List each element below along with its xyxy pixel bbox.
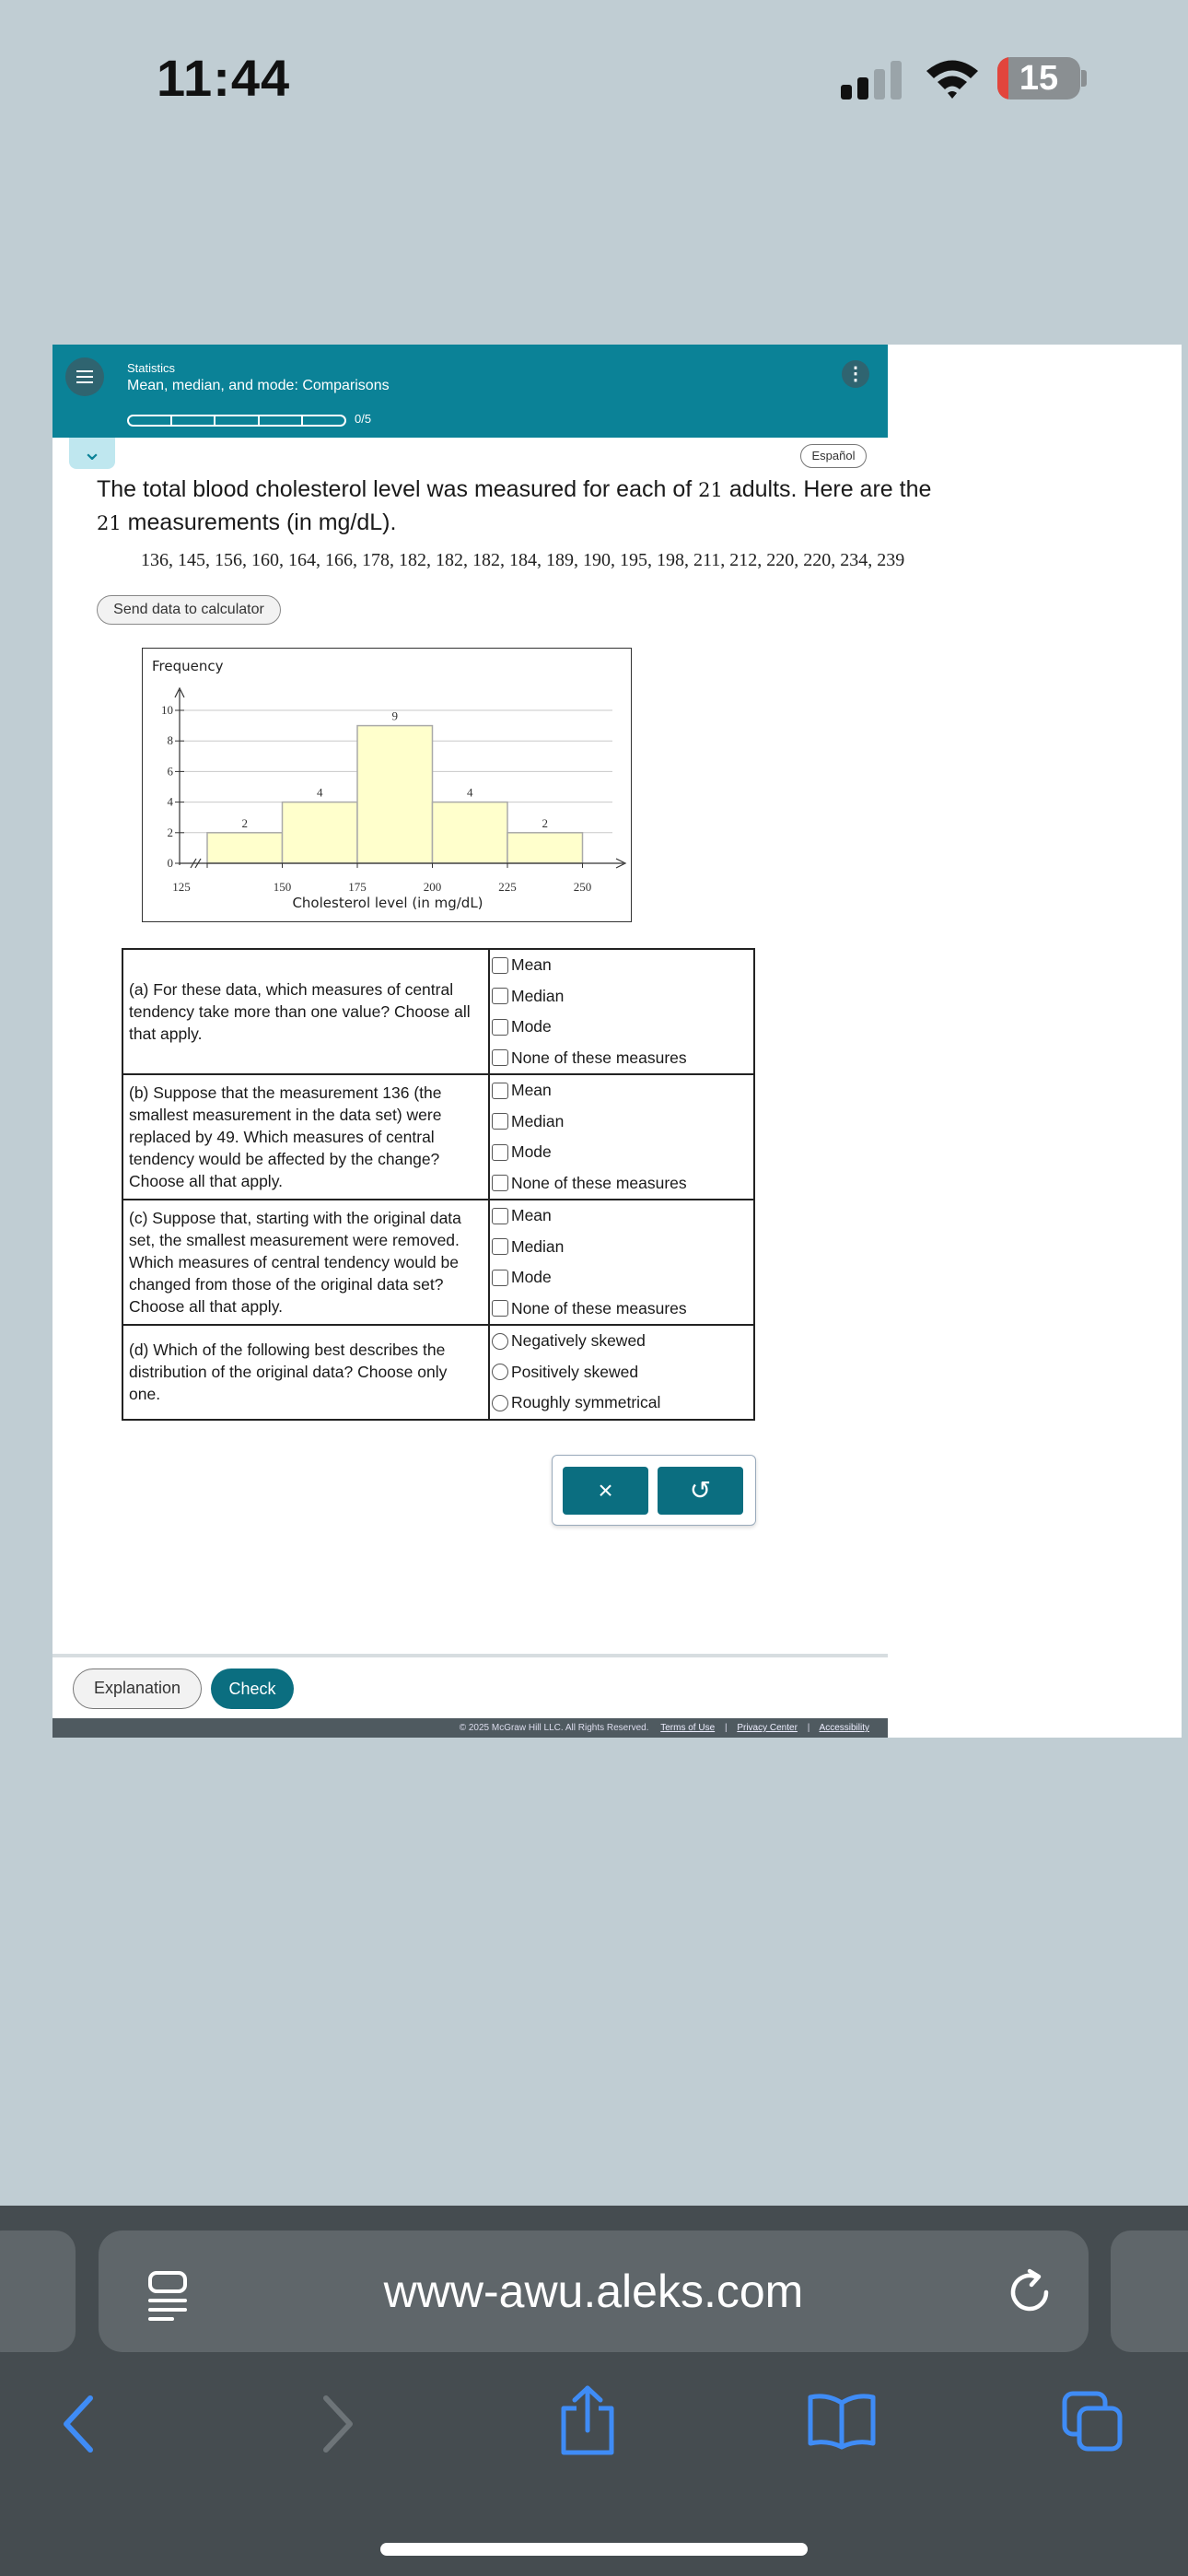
checkbox[interactable] — [492, 1144, 508, 1161]
option-label: Mode — [511, 1268, 552, 1287]
back-icon[interactable] — [61, 2395, 98, 2453]
checkbox[interactable] — [492, 1208, 508, 1224]
option-label: Mode — [511, 1017, 552, 1036]
x-tick-label: 225 — [498, 880, 517, 894]
problem-statement: The total blood cholesterol level was measured for each of 21 adults. Here are the 21 measurements (in mg/dL). — [97, 476, 932, 535]
answer-options — [489, 949, 754, 1074]
x-axis-label: Cholesterol level (in mg/dL) — [292, 895, 483, 911]
browser-toolbar — [0, 2206, 1188, 2576]
privacy-link[interactable]: Privacy Center — [737, 1723, 798, 1733]
option-label: Mean — [511, 1081, 552, 1100]
bookmarks-icon[interactable] — [807, 2392, 877, 2451]
topic-title: Mean, median, and mode: Comparisons — [127, 378, 390, 393]
option-label: Median — [511, 1111, 565, 1130]
battery-icon — [997, 57, 1080, 100]
x-tick-label: 125 — [172, 880, 191, 894]
wifi-icon — [924, 57, 981, 100]
histogram-bar — [207, 833, 283, 863]
option-negatively-skewed[interactable] — [492, 1326, 751, 1357]
address-bar[interactable] — [99, 2231, 1089, 2352]
x-tick-label: 175 — [348, 880, 367, 894]
next-tab[interactable] — [1111, 2231, 1188, 2352]
option-label: None of these measures — [511, 1298, 687, 1317]
checkbox[interactable] — [492, 988, 508, 1004]
accessibility-link[interactable]: Accessibility — [819, 1723, 869, 1733]
y-tick-label: 2 — [167, 825, 173, 839]
histogram — [142, 648, 632, 922]
option-mode[interactable] — [492, 1262, 751, 1294]
progress-text: 0/5 — [355, 412, 372, 426]
answer-options — [489, 1074, 754, 1200]
bar-value-label: 2 — [542, 815, 548, 830]
radio-button[interactable] — [492, 1395, 508, 1411]
histogram-bar — [283, 802, 358, 863]
y-tick-label: 4 — [167, 794, 173, 809]
battery-tip — [1081, 70, 1087, 87]
bar-value-label: 9 — [391, 708, 398, 723]
data-values: 136, 145, 156, 160, 164, 166, 178, 182, 182, 182, 184, 189, 190, 195, 198, 211, 212, 220, 220, 234, 239 — [141, 550, 905, 570]
espanol-button[interactable]: Español — [800, 444, 867, 468]
question-text: (a) For these data, which measures of central tendency take more than one value? Choose all that apply. — [122, 949, 489, 1074]
radio-button[interactable] — [492, 1364, 508, 1380]
battery-level: 15 — [1019, 59, 1059, 98]
answer-options — [489, 1325, 754, 1420]
progress-bar — [127, 415, 346, 427]
checkbox[interactable] — [492, 1019, 508, 1036]
question-row — [122, 1200, 754, 1325]
bar-value-label: 4 — [467, 785, 473, 800]
menu-icon[interactable] — [65, 357, 104, 396]
question-row — [122, 1325, 754, 1420]
option-positively-skewed[interactable] — [492, 1357, 751, 1388]
checkbox[interactable] — [492, 1270, 508, 1286]
topic-category: Statistics — [127, 361, 176, 375]
more-options-icon[interactable]: ⋮ — [842, 360, 869, 388]
sample-size: 21 — [698, 479, 723, 501]
option-none-of-these-measures[interactable] — [492, 1294, 751, 1325]
answer-actions — [552, 1455, 756, 1526]
chevron-down-icon[interactable]: ⌄ — [69, 438, 115, 469]
questions-table — [122, 948, 755, 1421]
footer — [52, 1718, 888, 1738]
checkbox[interactable] — [492, 957, 508, 974]
option-label: Positively skewed — [511, 1362, 639, 1381]
y-tick-label: 0 — [167, 856, 173, 870]
option-roughly-symmetrical[interactable] — [492, 1388, 751, 1419]
question-text: (d) Which of the following best describes the distribution of the original data? Choose only one. — [122, 1325, 489, 1420]
question-text: (c) Suppose that, starting with the original data set, the smallest measurement were removed. Which measures of central tendency would be changed from those of the original data set? Choose all that apply. — [122, 1200, 489, 1325]
x-tick-label: 150 — [273, 880, 292, 894]
option-mean[interactable] — [492, 1075, 751, 1107]
undo-button[interactable]: ↺ — [658, 1467, 743, 1515]
y-tick-label: 6 — [167, 764, 173, 779]
option-label: None of these measures — [511, 1048, 687, 1067]
option-mean[interactable] — [492, 1200, 751, 1232]
checkbox[interactable] — [492, 1175, 508, 1191]
bar-value-label: 2 — [241, 815, 248, 830]
checkbox[interactable] — [492, 1238, 508, 1255]
histogram-bar — [357, 726, 433, 863]
answer-options — [489, 1200, 754, 1325]
option-label: Roughly symmetrical — [511, 1393, 661, 1412]
share-icon[interactable] — [558, 2384, 617, 2456]
copyright: © 2025 McGraw Hill LLC. All Rights Reserved. — [459, 1723, 649, 1733]
checkbox[interactable] — [492, 1113, 508, 1130]
option-label: Mean — [511, 955, 552, 975]
status-time: 11:44 — [157, 49, 291, 107]
option-median[interactable] — [492, 981, 751, 1013]
option-label: Median — [511, 1236, 565, 1256]
reload-icon[interactable] — [1006, 2267, 1055, 2317]
check-button[interactable]: Check — [211, 1669, 294, 1709]
option-mean[interactable] — [492, 950, 751, 981]
option-label: Negatively skewed — [511, 1331, 646, 1351]
aleks-page — [52, 345, 1182, 1738]
option-none-of-these-measures[interactable] — [492, 1043, 751, 1074]
tabs-icon[interactable] — [1061, 2390, 1125, 2454]
option-label: Median — [511, 986, 565, 1005]
clear-button[interactable]: × — [563, 1467, 648, 1515]
url-text[interactable]: www-awu.aleks.com — [383, 2266, 804, 2317]
question-row — [122, 1074, 754, 1200]
radio-button[interactable] — [492, 1333, 508, 1350]
x-tick-label: 250 — [573, 880, 592, 894]
option-label: Mean — [511, 1206, 552, 1225]
histogram-bar — [507, 833, 583, 863]
home-indicator[interactable] — [380, 2543, 808, 2556]
checkbox[interactable] — [492, 1083, 508, 1099]
question-row — [122, 949, 754, 1074]
question-text: (b) Suppose that the measurement 136 (the smallest measurement in the data set) were replaced by 49. Which measures of central tendency would be affected by the change? Choose all that apply. — [122, 1074, 489, 1200]
cellular-signal-icon — [841, 61, 905, 100]
option-median[interactable] — [492, 1232, 751, 1263]
option-none-of-these-measures[interactable] — [492, 1168, 751, 1200]
option-median[interactable] — [492, 1107, 751, 1138]
y-tick-label: 10 — [161, 703, 173, 717]
checkbox[interactable] — [492, 1049, 508, 1066]
bar-value-label: 4 — [317, 785, 323, 800]
x-tick-label: 200 — [423, 880, 442, 894]
explanation-button[interactable]: Explanation — [73, 1669, 202, 1709]
forward-icon[interactable] — [319, 2395, 355, 2453]
footer-separator: | — [807, 1723, 810, 1733]
send-to-calculator-button[interactable]: Send data to calculator — [97, 595, 281, 625]
sample-size-2: 21 — [97, 512, 122, 534]
divider — [52, 1654, 888, 1657]
y-tick-label: 8 — [167, 733, 173, 748]
y-axis-label: Frequency — [152, 658, 224, 674]
checkbox[interactable] — [492, 1300, 508, 1317]
previous-tab[interactable] — [0, 2231, 76, 2352]
footer-separator: | — [724, 1723, 728, 1733]
topic-header — [52, 345, 888, 438]
option-label: None of these measures — [511, 1173, 687, 1192]
terms-link[interactable]: Terms of Use — [660, 1723, 716, 1733]
histogram-bar — [433, 802, 508, 863]
option-mode[interactable] — [492, 1137, 751, 1168]
option-mode[interactable] — [492, 1012, 751, 1043]
option-label: Mode — [511, 1142, 552, 1162]
